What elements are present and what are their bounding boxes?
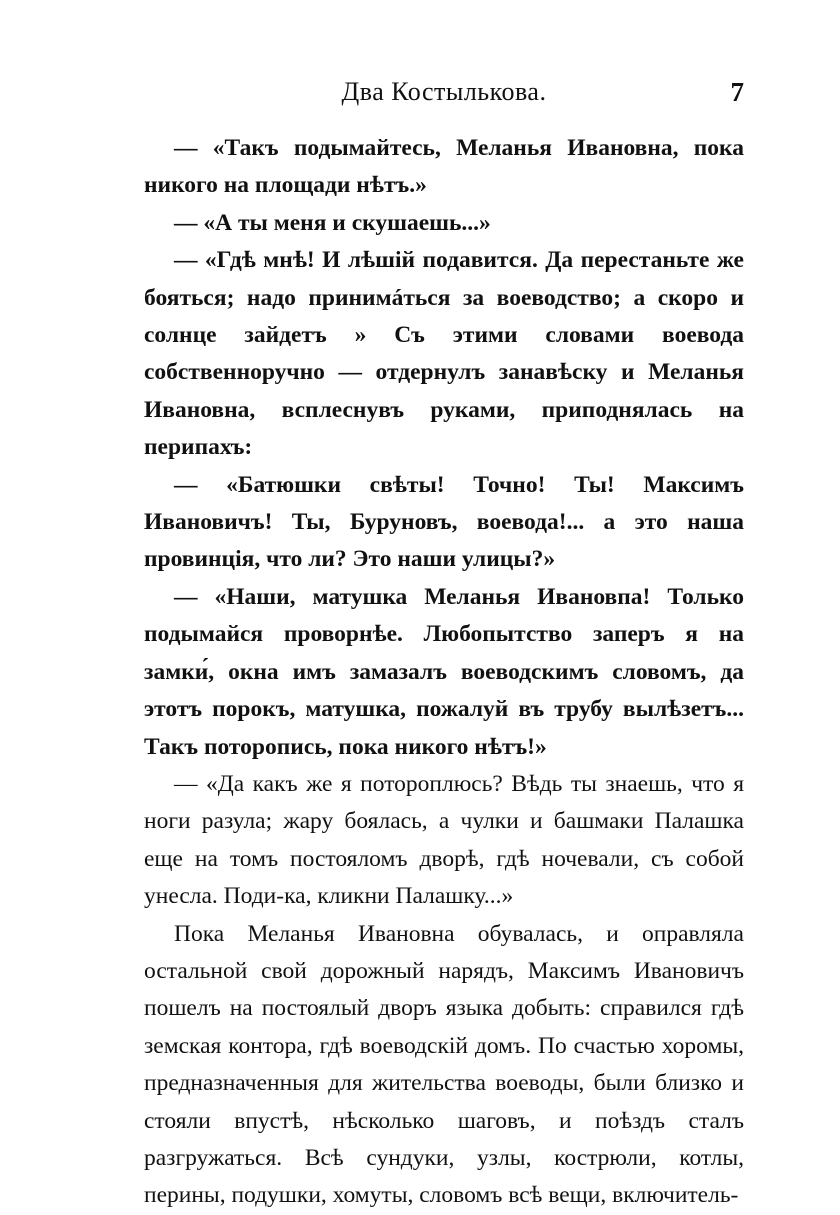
running-title: Два Костылькова. bbox=[341, 77, 547, 106]
paragraph-dialogue-6: — «Да какъ же я потороплюсь? Вѣдь ты знаешь, что я ноги разула; жару боялась, а чулки и башмаки Палашка еще на томъ постояломъ дворѣ, гдѣ ночевали, съ собой унесла. Поди-ка, кликни Палашку...» bbox=[144, 770, 744, 910]
paragraph-dialogue-4: — «Батюшки свѣты! Точно! Ты! Максимъ Ивановичъ! Ты, Буруновъ, воевода!... а это наша провинція, что ли? Это наши улицы?» bbox=[144, 471, 744, 573]
paragraph-dialogue-3: — «Гдѣ мнѣ! И лѣшій подавится. Да перестаньте же бояться; надо принимáться за воеводство; а скоро и солнце зайдетъ » Съ этими словами воевода собственноручно — отдернулъ занавѣску и Меланья Ивановна, всплеснувъ руками, приподнялась на перипахъ: bbox=[144, 247, 744, 461]
body-text bbox=[144, 130, 744, 1215]
running-head bbox=[144, 75, 744, 109]
paragraph-dialogue-1: — «Такъ подымайтесь, Меланья Ивановна, пока никого на площади нѣтъ.» bbox=[144, 135, 744, 199]
paragraph-dialogue-5: — «Наши, матушка Меланья Ивановпа! Только подымайся проворнѣе. Любопытство заперъ я на замки́, окна имъ замазалъ воеводскимъ словомъ, да этотъ порокъ, матушка, пожалуй въ трубу вылѣзетъ... Такъ поторопись, пока никого нѣтъ!» bbox=[144, 583, 744, 760]
page-number: 7 bbox=[730, 77, 744, 107]
paragraph-narration: Пока Меланья Ивановна обувалась, и оправляла остальной свой дорожный нарядъ, Максимъ Ивановичъ пошелъ на постоялый дворъ языка добыть: справился гдѣ земская контора, гдѣ воеводскій домъ. По счастью хоромы, предназначенныя для жительства воеводы, были близко и стояли впустѣ, нѣсколько шаговъ, и поѣздъ сталъ разгружаться. Всѣ сундуки, узлы, кострюли, котлы, перины, подушки, хомуты, словомъ всѣ вещи, включитель- bbox=[144, 920, 744, 1209]
paragraph-dialogue-2: — «А ты меня и скушаешь...» bbox=[174, 209, 491, 236]
